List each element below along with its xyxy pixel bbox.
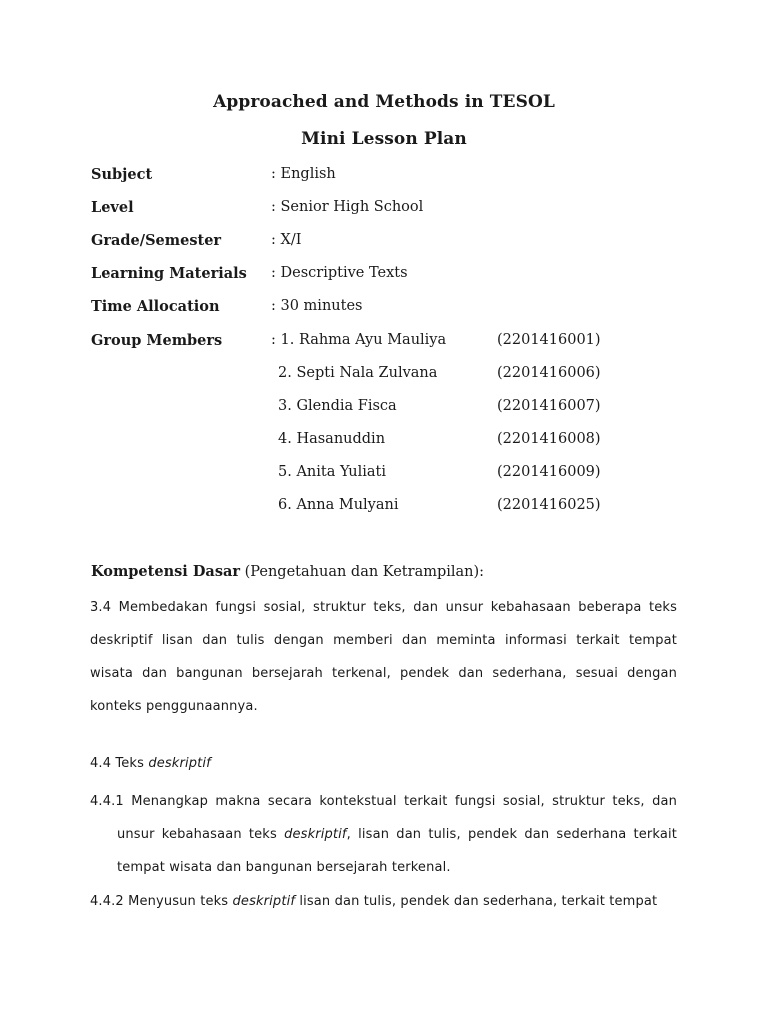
document-title: Approached and Methods in TESOL [213,92,555,112]
info-label: Level [91,199,134,216]
kd-441-line-1: 4.4.1 Menangkap makna secara kontekstual terkait fungsi sosial, struktur teks, dan [90,794,677,809]
member-id: (2201416001) [497,332,601,348]
kd-442-italic: deskriptif [232,894,296,909]
info-label: Group Members [91,332,223,349]
kd-44-italic: deskriptif [148,756,211,771]
kd-441-line-2 [117,827,677,842]
kd-34-line-3: wisata dan bangunan bersejarah terkenal, pendek dan sederhana, sesuai dengan [90,666,677,681]
info-value: : 1. Rahma Ayu Mauliya [271,332,447,348]
info-label: Time Allocation [91,298,220,315]
kd-heading-rest: (Pengetahuan dan Ketrampilan): [240,564,485,580]
kd-34-line-4: konteks penggunaannya. [90,699,258,714]
kd-44-heading [90,756,211,771]
member-id: (2201416006) [497,365,601,381]
kd-441-line-3: tempat wisata dan bangunan bersejarah terkenal. [117,860,451,875]
member-name: 5. Anita Yuliati [278,464,387,480]
kd-34-line-1: 3.4 Membedakan fungsi sosial, struktur teks, dan unsur kebahasaan beberapa teks [90,600,677,615]
info-label: Grade/Semester [91,232,222,249]
kd-heading [91,563,484,580]
kd-442-line-1 [90,894,657,909]
kd-34-line-2: deskriptif lisan dan tulis dengan memberi dan meminta informasi terkait tempat [90,633,677,648]
member-name: 4. Hasanuddin [278,431,386,447]
member-id: (2201416008) [497,431,601,447]
info-label: Subject [91,166,153,183]
info-value: : X/I [271,232,302,248]
member-id: (2201416009) [497,464,601,480]
info-label: Learning Materials [91,265,247,282]
kd-442-b: lisan dan tulis, pendek dan sederhana, terkait tempat [295,894,658,909]
kd-441-line2-italic: deskriptif [284,827,347,842]
info-value: : 30 minutes [271,298,363,314]
document-subtitle: Mini Lesson Plan [301,129,467,149]
kd-44-prefix: 4.4 Teks [90,756,149,771]
member-id: (2201416007) [497,398,601,414]
kd-442-a: 4.4.2 Menyusun teks [90,894,233,909]
member-name: 3. Glendia Fisca [278,398,397,414]
kd-441-line2-b: , lisan dan tulis, pendek dan sederhana terkait [346,827,677,842]
info-value: : English [271,166,336,182]
kd-441-line2-a: unsur kebahasaan teks [117,827,285,842]
member-id: (2201416025) [497,497,601,513]
member-name: 2. Septi Nala Zulvana [278,365,438,381]
info-value: : Senior High School [271,199,424,215]
kd-heading-bold: Kompetensi Dasar [91,563,241,580]
member-name: 6. Anna Mulyani [278,497,399,513]
info-value: : Descriptive Texts [271,265,408,281]
